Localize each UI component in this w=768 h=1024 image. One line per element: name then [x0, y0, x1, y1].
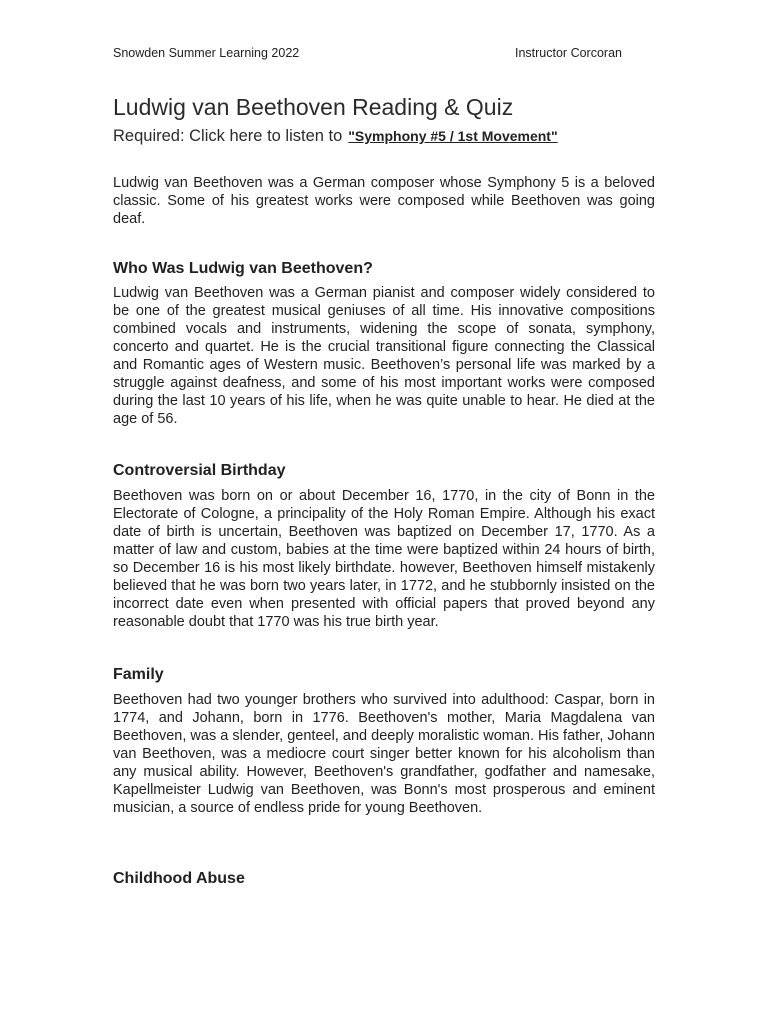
section-body-who-was: Ludwig van Beethoven was a German pianist and composer widely considered to be one of the greatest musical geniuses of all time. His innovative compositions combined vocals and instruments, widening the scope of sonata, symphony, concerto and quartet. He is the crucial transitional figure connecting the Classical and Romantic ages of Western music. Beethoven’s personal life was marked by a struggle against deafness, and some of his most important works were composed during the last 10 years of his life, when he was quite unable to hear. He died at the age of 56. [113, 285, 655, 427]
section-body-birthday: Beethoven was born on or about December 16, 1770, in the city of Bonn in the Electorate of Cologne, a principality of the Holy Roman Empire. Although his exact date of birth is uncertain, Beethoven was baptized on December 17, 1770. As a matter of law and custom, babies at the time were baptized within 24 hours of birth, so December 16 is his most likely birthdate. however, Beethoven himself mistakenly believed that he was born two years later, in 1772, and he stubbornly insisted on the incorrect date even when presented with official papers that proved beyond any reasonable doubt that 1770 was his true birth year. [113, 488, 655, 630]
section-heading-childhood-abuse: Childhood Abuse [113, 870, 245, 887]
listen-instruction-text: Required: Click here to listen to [113, 127, 343, 145]
page-title: Ludwig van Beethoven Reading & Quiz [113, 94, 514, 120]
section-heading-birthday: Controversial Birthday [113, 462, 286, 479]
header-instructor: Instructor Corcoran [515, 46, 622, 60]
symphony-link[interactable]: "Symphony #5 / 1st Movement" [348, 128, 558, 144]
section-heading-who-was: Who Was Ludwig van Beethoven? [113, 260, 373, 277]
intro-paragraph: Ludwig van Beethoven was a German composer whose Symphony 5 is a beloved classic. Some of his greatest works were composed while Beethoven was going deaf. [113, 175, 655, 227]
section-heading-family: Family [113, 666, 164, 683]
listen-instruction [113, 126, 558, 146]
section-body-family: Beethoven had two younger brothers who survived into adulthood: Caspar, born in 1774, and Johann, born in 1776. Beethoven's mother, Maria Magdalena van Beethoven, was a slender, genteel, and deeply moralistic woman. His father, Johann van Beethoven, was a mediocre court singer better known for his alcoholism than any musical ability. However, Beethoven's grandfather, godfather and namesake, Kapellmeister Ludwig van Beethoven, was Bonn's most prosperous and eminent musician, a source of endless pride for young Beethoven. [113, 692, 655, 816]
header-course-name: Snowden Summer Learning 2022 [113, 46, 300, 60]
